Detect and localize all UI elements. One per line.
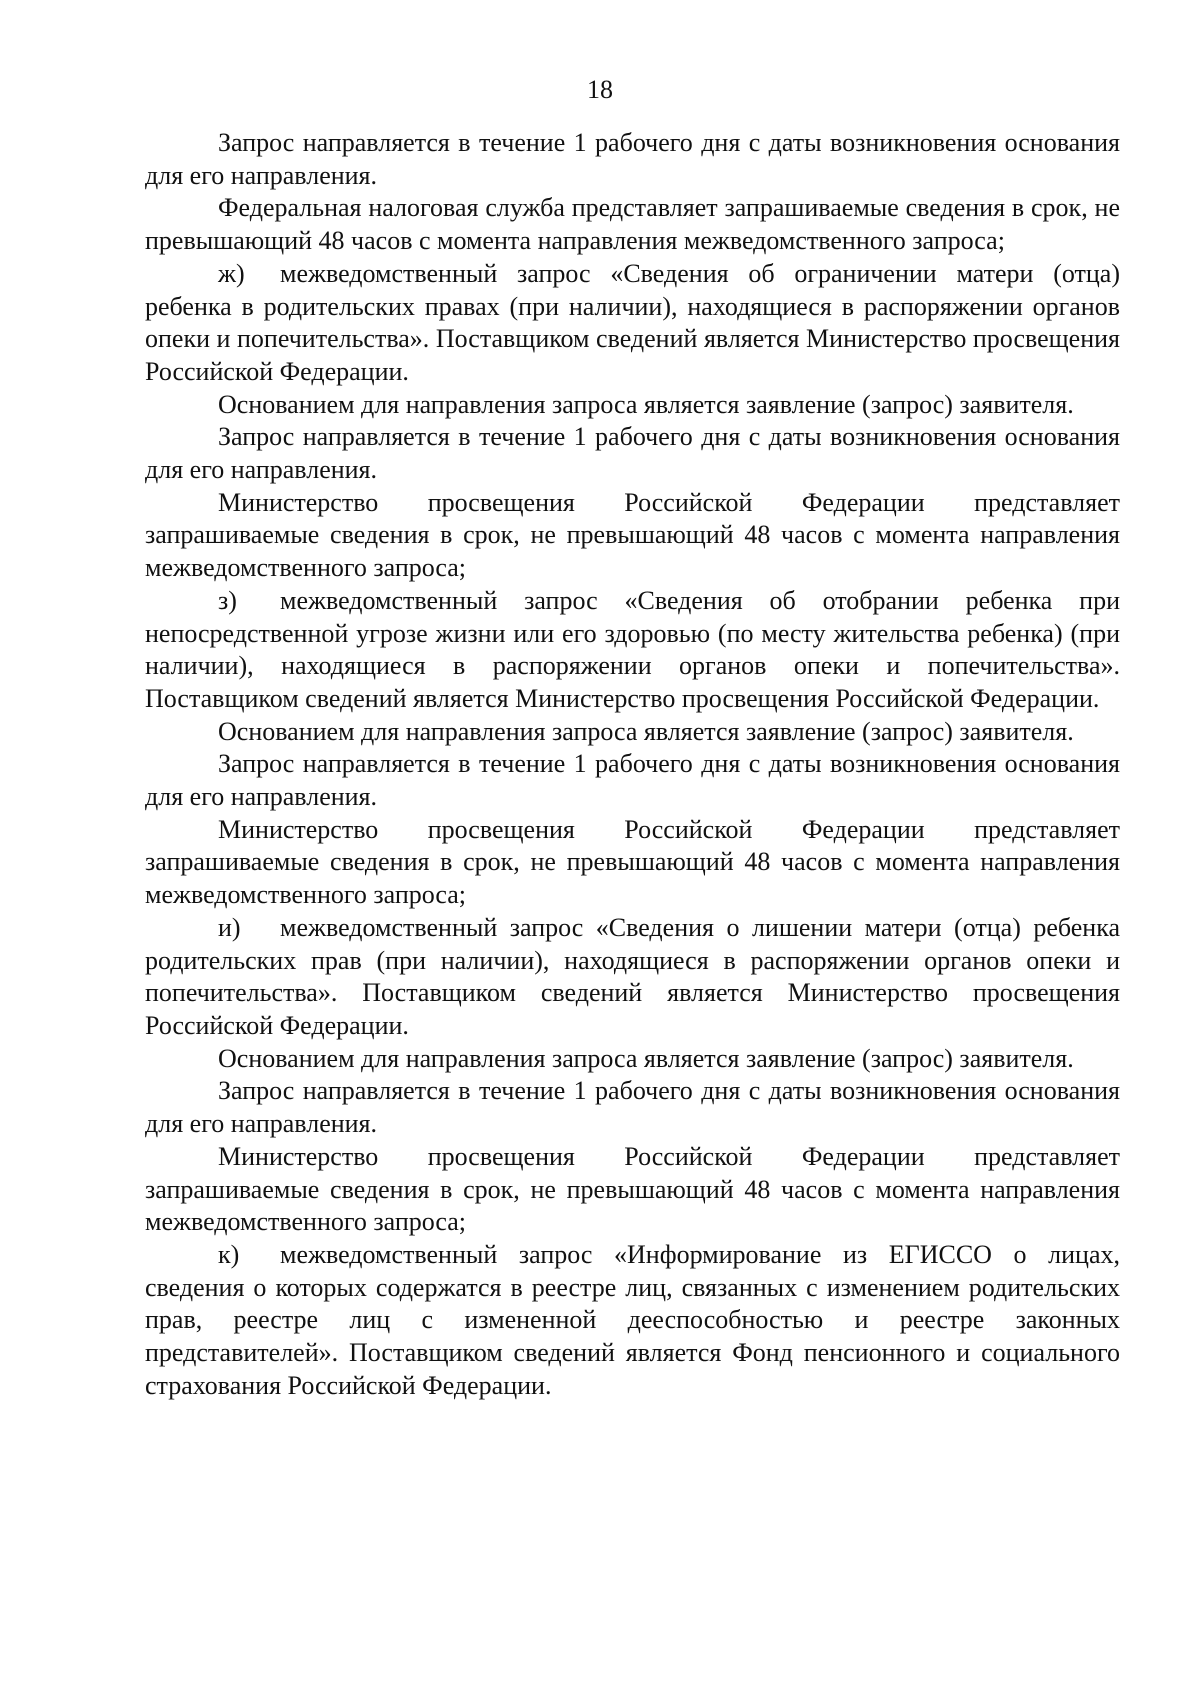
item-letter: з) xyxy=(218,585,237,615)
list-item-z xyxy=(145,585,1120,716)
item-text: межведомственный запрос «Информирование из ЕГИССО о лицах, сведения о которых содержатся в реестре лиц, связанных с изменением родительских прав, реестре лиц с измененной дееспособностью и реестре законных представителей». Поставщиком сведений является Фонд пенсионного и социального страхования Российской Федерации. xyxy=(145,1239,1120,1400)
paragraph: Министерство просвещения Российской Федерации представляет запрашиваемые сведения в срок, не превышающий 48 часов с момента направления межведомственного запроса; xyxy=(145,814,1120,910)
item-text: межведомственный запрос «Сведения об ограничении матери (отца) ребенка в родительских правах (при наличии), находящиеся в распоряжении органов опеки и попечительства». Поставщиком сведений является Министерство просвещения Российской Федерации. xyxy=(145,258,1120,386)
document-body xyxy=(145,127,1120,1402)
item-text: межведомственный запрос «Сведения о лишении матери (отца) ребенка родительских прав (при наличии), находящиеся в распоряжении органов опеки и попечительства». Поставщиком сведений является Министерство просвещения Российской Федерации. xyxy=(145,912,1120,1040)
item-letter: и) xyxy=(218,912,241,942)
paragraph: Федеральная налоговая служба представляет запрашиваемые сведения в срок, не превышающий 48 часов с момента направления межведомственного запроса; xyxy=(145,193,1120,256)
list-item-k xyxy=(145,1239,1120,1403)
item-letter: к) xyxy=(218,1239,240,1269)
paragraph: Основанием для направления запроса является заявление (запрос) заявителя. xyxy=(218,1043,1074,1073)
paragraph: Основанием для направления запроса является заявление (запрос) заявителя. xyxy=(218,389,1074,419)
paragraph: Запрос направляется в течение 1 рабочего дня с даты возникновения основания для его направления. xyxy=(145,749,1120,812)
paragraph: Запрос направляется в течение 1 рабочего дня с даты возникновения основания для его направления. xyxy=(145,422,1120,485)
paragraph: Основанием для направления запроса является заявление (запрос) заявителя. xyxy=(218,716,1074,746)
page-number: 18 xyxy=(587,75,613,104)
item-letter: ж) xyxy=(218,258,245,288)
paragraph: Запрос направляется в течение 1 рабочего дня с даты возникновения основания для его направления. xyxy=(145,128,1120,190)
list-item-i xyxy=(145,912,1120,1043)
item-text: межведомственный запрос «Сведения об отобрании ребенка при непосредственной угрозе жизни или его здоровью (по месту жительства ребенка) (при наличии), находящиеся в распоряжении органов опеки и попечительства». Поставщиком сведений является Министерство просвещения Российской Федерации. xyxy=(145,585,1120,713)
list-item-zh xyxy=(145,258,1120,389)
paragraph: Министерство просвещения Российской Федерации представляет запрашиваемые сведения в срок, не превышающий 48 часов с момента направления межведомственного запроса; xyxy=(145,487,1120,583)
paragraph: Запрос направляется в течение 1 рабочего дня с даты возникновения основания для его направления. xyxy=(145,1076,1120,1139)
paragraph: Министерство просвещения Российской Федерации представляет запрашиваемые сведения в срок, не превышающий 48 часов с момента направления межведомственного запроса; xyxy=(145,1141,1120,1237)
